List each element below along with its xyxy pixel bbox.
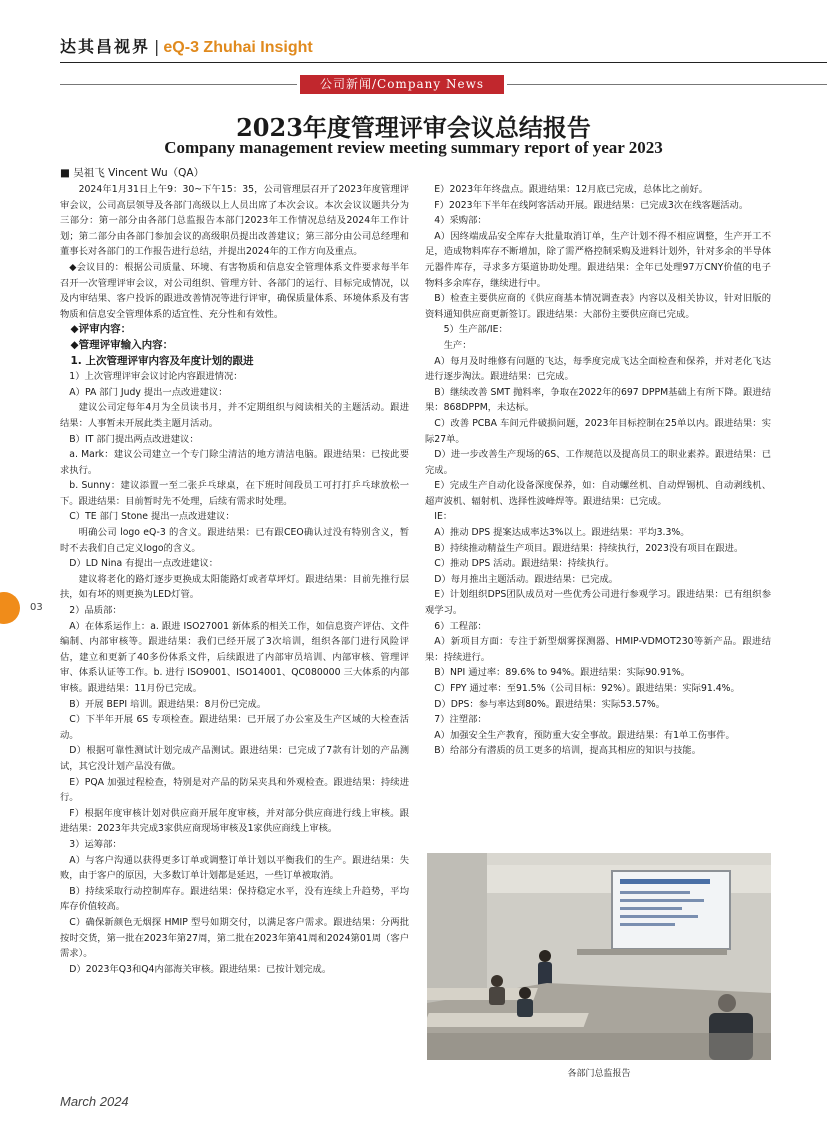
article-paragraph: E）PQA 加强过程检查，特别是对产品的防呆夹具和外观检查。跟进结果：持续进行。 — [60, 776, 409, 804]
article-paragraph: A）每月及时维修有问题的飞达，每季度完成飞达全面检查和保养，并对老化飞达进行逐步淘汰。跟进结果：已完成。 — [425, 355, 771, 383]
article-paragraph: D）每月推出主题活动。跟进结果：已完成。 — [434, 573, 619, 585]
article-paragraph: E）完成生产自动化设备深度保养，如：自动螺丝机、自动焊锡机、自动剥线机、超声波机、辐射机、选择性波峰焊等。跟进结果：已完成。 — [425, 480, 771, 507]
article-paragraph: 建议将老化的路灯逐步更换成太阳能路灯或者草坪灯。跟进结果：目前先推行层扶，如有坏的则更换为LED灯管。 — [60, 573, 409, 601]
article-paragraph: 1. 上次管理评审内容及年度计划的跟进 — [70, 354, 254, 367]
article-paragraph: 明确公司 logo eQ-3 的含义。跟进结果：已有跟CEO确认过没有特别含义，暂时不去我们自己定义logo的含义。 — [60, 527, 409, 554]
article-paragraph: C）FPY 通过率：至91.5%（公司目标：92%）。跟进结果：实际91.4%。 — [434, 683, 740, 694]
article-paragraph: A）PA 部门 Judy 提出一点改进建议： — [69, 386, 228, 398]
article-paragraph: B）开展 BEPI 培训。跟进结果：8月份已完成。 — [69, 698, 267, 710]
article-paragraph: F）根据年度审核计划对供应商开展年度审核，并对部分供应商进行线上审核。跟进结果：2023年共完成3家供应商现场审核及1家供应商线上审核。 — [60, 807, 409, 835]
article-paragraph: E）2023年年终盘点。跟进结果：12月底已完成，总体比之前好。 — [434, 184, 709, 195]
magazine-name-en: eQ-3 Zhuhai Insight — [163, 39, 313, 56]
footer-date: March 2024 — [60, 1094, 129, 1109]
meeting-photo — [427, 853, 771, 1060]
article-paragraph: C）推动 DPS 活动。跟进结果：持续执行。 — [434, 558, 615, 570]
article-paragraph: F）2023年下半年在线阿客活动开展。跟进结果：已完成3次在线客题活动。 — [434, 199, 749, 211]
article-paragraph: ◆会议目的：根据公司质量、环境、有害物质和信息安全管理体系文件要求每半年召开一次管理评审会议，对公司组织、管理方针、各部门的运行、目标完成情况，以及内审结果、客户投诉的跟进改善情况等进行评审，确保质量体系、环境体系及有害物质和信息安全管理体系的适宜性、充分性和有效性。 — [60, 261, 409, 320]
article-paragraph: IE： — [434, 511, 453, 523]
author-byline: ■ 吴祖飞 Vincent Wu（QA） — [60, 167, 205, 179]
article-paragraph: 6）工程部： — [434, 620, 487, 632]
article-paragraph: 5）生产部/IE： — [443, 324, 508, 336]
magazine-name-cn: 达其昌视界 — [60, 37, 151, 56]
article-paragraph: A）因终端成品安全库存大批量取消订单，生产计划不得不相应调整，生产开工不足，造成物料库存不断增加，除了需严格控制采购及进料计划外，针对多余的半导体元器件库存，寻求多方渠道协助处理。跟进结果：全年已处理97万CNY价值的电子物料多余库存，继续进行中。 — [425, 230, 771, 289]
article-paragraph: A）与客户沟通以获得更多订单或调整订单计划以平衡我们的生产。跟进结果：失败，由于客户的原因，大多数订单计划都是延迟，一些订单被取消。 — [60, 854, 409, 882]
article-paragraph: 7）注塑部： — [434, 714, 487, 726]
article-title-en: Company management review meeting summary report of year 2023 — [164, 138, 663, 157]
article-paragraph: 2）品质部： — [69, 605, 122, 617]
article-paragraph: D）LD Nina 有提出一点改进建议： — [69, 558, 219, 570]
magazine-header — [60, 34, 313, 57]
article-paragraph: E）计划组织DPS团队成员对一些优秀公司进行参观学习。跟进结果：已有组织参观学习。 — [425, 589, 771, 617]
article-paragraph: 2024年1月31日上午9：30~下午15：35，公司管理层召开了2023年度管理评审会议，公司高层领导及各部门高级以上人员出席了本次会议。本次会议议题共分为三部分：第一部分由各部门总监报告本部门2023年工作情况总结及2024年工作计划；第二部分由各部门参加会议的高级职员提出改善建议；第三部分由公司总经理和董事长对各部门的工作报告进行总结，并提出2024年的工作方向及重点。 — [60, 184, 409, 258]
article-paragraph: A）推动 DPS 提案达成率达3%以上。跟进结果：平均3.3%。 — [434, 527, 690, 539]
page-number: 03 — [30, 602, 43, 613]
article-paragraph: 建议公司定每年4月为全员读书月，并不定期组织与阅读相关的主题活动。跟进结果：人事暂未开展此类主题月活动。 — [60, 402, 409, 429]
article-paragraph: D）进一步改善生产现场的6S、工作规范以及提高员工的职业素养。跟进结果：已完成。 — [425, 449, 771, 476]
article-paragraph: b. Sunny：建议添置一至二张乒乓球桌，在下班时间段员工可打打乒乓球放松一下。跟进结果：目前暂时先不处理，后续有需求时处理。 — [60, 480, 409, 507]
article-paragraph: D）根据可靠性测试计划完成产品测试。跟进结果：已完成了7款有计划的产品测试，其它没计划产品没有做。 — [60, 745, 409, 772]
article-paragraph: B）持续采取行动控制库存。跟进结果：保持稳定水平，没有连续上升趋势，平均库存价值较高。 — [60, 885, 409, 913]
photo-caption: 各部门总监报告 — [567, 1069, 631, 1079]
article-paragraph: 3）运筹部： — [69, 838, 122, 850]
right-column — [425, 182, 771, 759]
article-paragraph: 生产： — [443, 339, 472, 351]
article-paragraph: 1）上次管理评审会议讨论内容跟进情况： — [69, 371, 243, 383]
page-tab-marker — [0, 592, 20, 624]
article-paragraph: A）加强安全生产教育，预防重大安全事故。跟进结果：有1单工伤事件。 — [434, 729, 735, 741]
article-paragraph: B）继续改善 SMT 抛料率，争取在2022年的697 DPPM基础上有所下降。跟进结果：868DPPM，未达标。 — [425, 386, 771, 414]
article-paragraph: C）确保新颜色无烟探 HMIP 型号如期交付，以满足客户需求。跟进结果：分两批按时交货，第一批在2023年第27周，第二批在2023年第41周和2024第01周（客户需求）。 — [60, 916, 409, 960]
article-paragraph: a. Mark：建议公司建立一个专门除尘清洁的地方清洁电脑。跟进结果：已按此要求执行。 — [60, 449, 409, 476]
section-banner: 公司新闻/Company News — [300, 75, 504, 94]
left-column — [60, 182, 409, 977]
article-paragraph: B）给部分有潜质的员工更多的培训，提高其相应的知识与技能。 — [434, 745, 701, 757]
article-paragraph: B）NPI 通过率：89.6% to 94%。跟进结果：实际90.91%。 — [434, 667, 690, 679]
article-paragraph: A）在体系运作上：a. 跟进 ISO27001 新体系的相关工作，如信息资产评估、文件编制、内部审核等。跟进结果：我们已经开展了3次培训，组织各部门进行风险评估，建立和更新了40多份体系文件，后续跟进了内部审员培训、内部审核、管理评审、体系认证等工作。b. 进行 ISO9001、ISO14001、QC080000 三大体系的内部审核。跟进结果：11月份已完成。 — [60, 620, 409, 694]
article-title-cn: 2023年度管理评审会议总结报告 — [236, 113, 591, 142]
header-separator: | — [154, 37, 160, 56]
banner-rule-left — [60, 84, 297, 85]
banner-rule-right — [507, 84, 827, 85]
article-paragraph: ◆管理评审输入内容： — [70, 338, 174, 351]
article-paragraph: ◆评审内容： — [70, 323, 132, 336]
article-paragraph: C）改善 PCBA 车间元件破损问题，2023年目标控制在25单以内。跟进结果：实际27单。 — [425, 417, 771, 445]
article-paragraph: C）TE 部门 Stone 提出一点改进建议： — [69, 511, 235, 523]
article-paragraph: B）持续推动精益生产项目。跟进结果：持续执行，2023没有项目在跟进。 — [434, 542, 744, 554]
article-paragraph: D）2023年Q3和Q4内部海关审核。跟进结果：已按计划完成。 — [69, 963, 332, 975]
article-paragraph: A）新项目方面：专注于新型烟雾探测器、HMIP-VDMOT230等新产品。跟进结果：持续进行。 — [425, 636, 771, 663]
header-rule — [60, 62, 827, 63]
article-paragraph: B）检查主要供应商的《供应商基本情况调查表》内容以及相关协议，针对旧版的资料通知供应商更新签订。跟进结果：大部份主要供应商已完成。 — [425, 293, 771, 320]
article-paragraph: 4）采购部： — [434, 215, 487, 227]
article-paragraph: B）IT 部门提出两点改进建议： — [69, 433, 199, 445]
article-paragraph: C）下半年开展 6S 专项检查。跟进结果：已开展了办公室及生产区域的大检查活动。 — [60, 714, 409, 741]
article-paragraph: D）DPS：参与率达到80%。跟进结果：实际53.57%。 — [434, 698, 665, 710]
